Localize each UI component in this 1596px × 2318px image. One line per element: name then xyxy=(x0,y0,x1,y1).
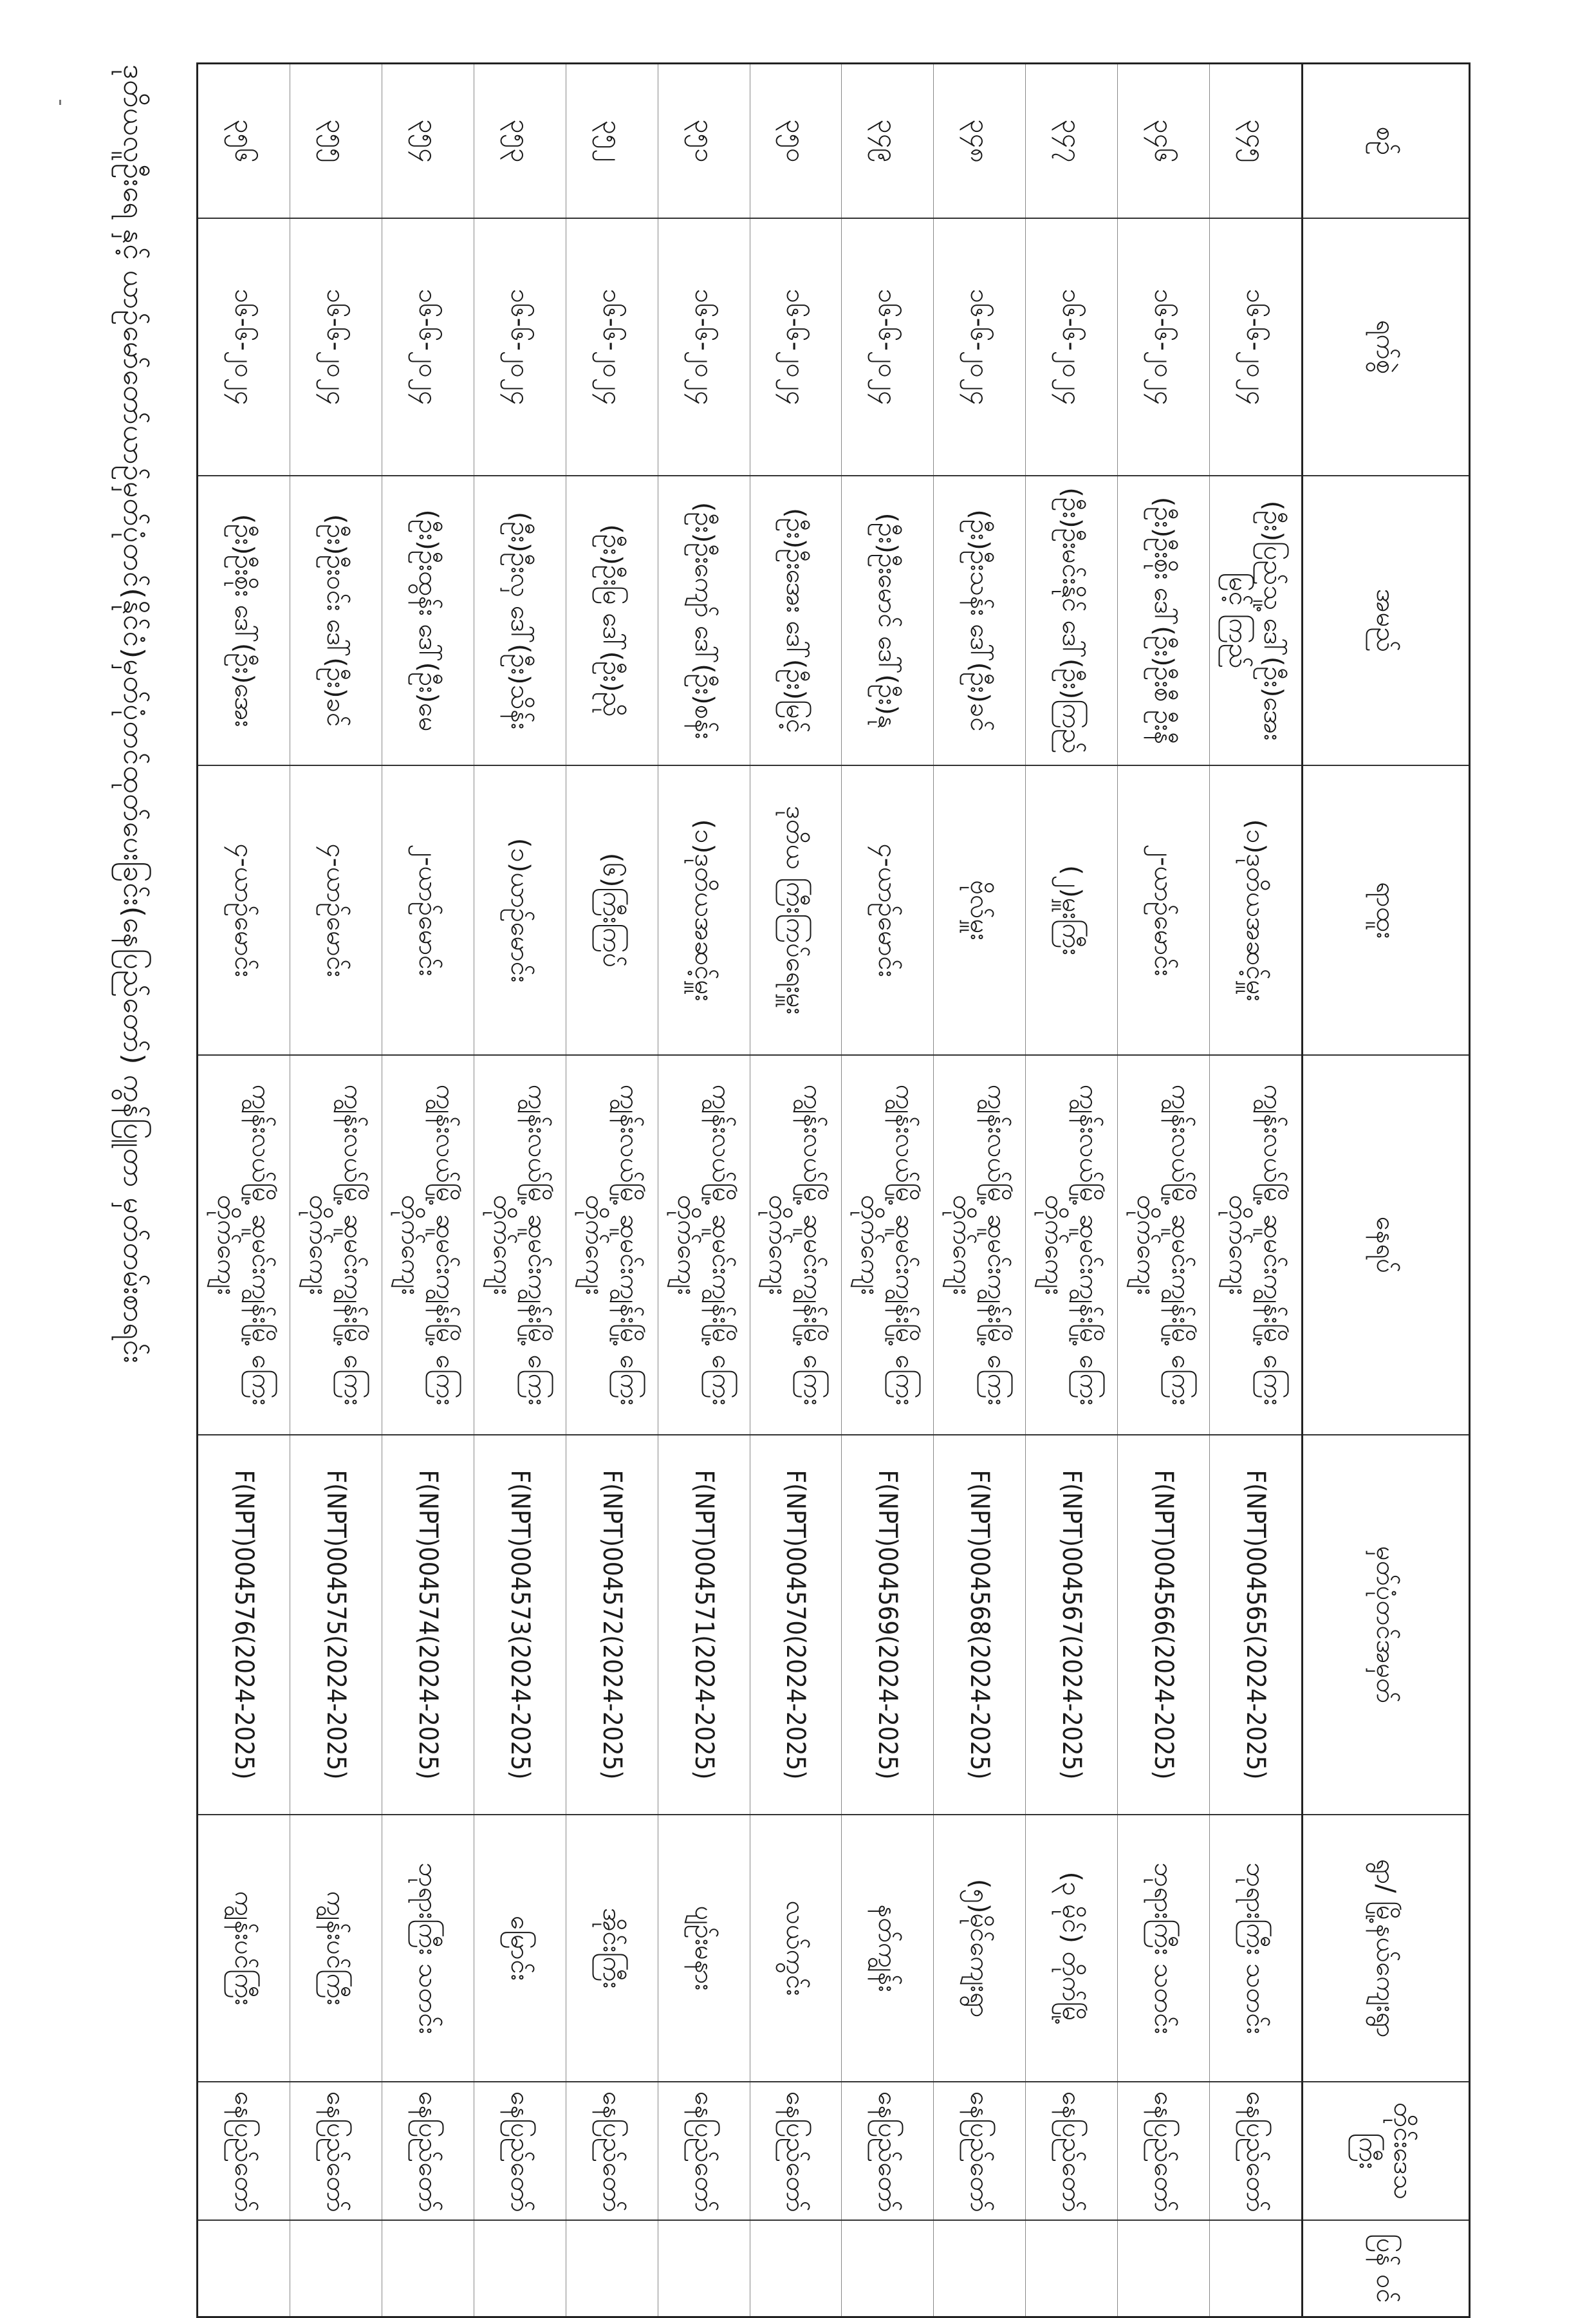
cell-form-no: F(NPT)004574(2024-2025) xyxy=(382,1435,474,1815)
cell-no: ၃၅၆ xyxy=(198,64,290,219)
scan-speck xyxy=(59,100,61,105)
cell-region: နေပြည်တော် xyxy=(750,2082,842,2220)
cell-name: (ဦး)ဦးစိုး ဒေါ်(ဦး)အေး xyxy=(198,476,290,765)
cell-name: (ဦး)ဦးလှ ဒေါ်(ဦး)သိန်း xyxy=(474,476,566,765)
cell-no: ၃၅၅ xyxy=(290,64,382,219)
cell-name: (ဦး)ဦးဝင်း ဒေါ်(ဦး)ခင် xyxy=(290,476,382,765)
table-row xyxy=(290,64,382,2317)
cell-village: မြောင်း xyxy=(474,1815,566,2082)
cell-extra xyxy=(1209,2220,1302,2317)
cell-village: လယ်ကွင်း xyxy=(750,1815,842,2082)
cell-date: ၁၆-၆-၂၀၂၄ xyxy=(1209,218,1302,476)
cell-address: ကျွန်းလယ်မြို့ ဆူမင်းကျွန်းမြို့ ကြေးတိုက်ကျေး xyxy=(474,1055,566,1435)
cell-address: ကျွန်းလယ်မြို့ ဆူမင်းကျွန်းမြို့ ကြေးတိုက်ကျေး xyxy=(290,1055,382,1435)
cell-extra xyxy=(382,2220,474,2317)
header-address: နေရပ် xyxy=(1303,1055,1470,1435)
cell-address: ကျွန်းလယ်မြို့ ဆူမင်းကျွန်းမြို့ ကြေးတိုက်ကျေး xyxy=(934,1055,1026,1435)
table-row xyxy=(566,64,658,2317)
cell-rank: (၂)မှူးကြီး xyxy=(1026,765,1118,1055)
cell-name: (ဦး)ဦးသန်း ဒေါ်(ဦး)ခင် xyxy=(934,476,1026,765)
header-extra: ပြန် ဝင် xyxy=(1303,2220,1470,2317)
cell-region: နေပြည်တော် xyxy=(566,2082,658,2220)
cell-extra xyxy=(1026,2220,1118,2317)
cell-address: ကျွန်းလယ်မြို့ ဆူမင်းကျွန်းမြို့ ကြေးတိုက်ကျေး xyxy=(842,1055,934,1435)
cell-name: (ဦး)ဦးမြ ဒေါ်(ဦး)ညို xyxy=(566,476,658,765)
cell-no: ၃၄၈ xyxy=(934,64,1026,219)
cell-date: ၁၆-၆-၂၀၂၄ xyxy=(1118,218,1210,476)
cell-no: ၃၄၉ xyxy=(842,64,934,219)
header-form-no: မှတ်ပုံတင်အမှတ် xyxy=(1303,1435,1470,1815)
cell-region: နေပြည်တော် xyxy=(1118,2082,1210,2220)
table-row xyxy=(382,64,474,2317)
header-name: အမည် xyxy=(1303,476,1470,765)
cell-village: (၅)မိုင်ကျေးရွာ xyxy=(934,1815,1026,2082)
cell-village: ဘုရားကြီး သတင်း xyxy=(382,1815,474,2082)
header-rank: ရာထူး xyxy=(1303,765,1470,1055)
cell-extra xyxy=(566,2220,658,2317)
cell-extra xyxy=(750,2220,842,2317)
cell-address: ကျွန်းလယ်မြို့ ဆူမင်းကျွန်းမြို့ ကြေးတိုက်ကျေး xyxy=(1118,1055,1210,1435)
cell-name: (ဦး)ဦးစိုး ဒေါ်(ဦး)ဦးစီ ဦးနီ xyxy=(1118,476,1210,765)
cell-form-no: F(NPT)004568(2024-2025) xyxy=(934,1435,1026,1815)
cell-rank: ၄-ယာဉ်မောင်း xyxy=(290,765,382,1055)
cell-village: (၃ မိုင်) တိုက်မြို့ xyxy=(1026,1815,1118,2082)
cell-address: ကျွန်းလယ်မြို့ ဆူမင်းကျွန်းမြို့ ကြေးတိုက်ကျေး xyxy=(750,1055,842,1435)
cell-name: (ဦး)ဦးထွန်း ဒေါ်(ဦး)မေ xyxy=(382,476,474,765)
cell-form-no: F(NPT)004570(2024-2025) xyxy=(750,1435,842,1815)
cell-form-no: F(NPT)004576(2024-2025) xyxy=(198,1435,290,1815)
cell-address: ကျွန်းလယ်မြို့ ဆူမင်းကျွန်းမြို့ ကြေးတိုက်ကျေး xyxy=(198,1055,290,1435)
cell-form-no: F(NPT)004566(2024-2025) xyxy=(1118,1435,1210,1815)
cell-date: ၁၆-၆-၂၀၂၄ xyxy=(1026,218,1118,476)
cell-extra xyxy=(658,2220,750,2317)
cell-rank: (၁)ယာဉ်မောင်း xyxy=(474,765,566,1055)
cell-name: (ဦး)ဦးကျော် ဒေါ်(ဦး)စန်း xyxy=(658,476,750,765)
cell-extra xyxy=(934,2220,1026,2317)
cell-no: ၃၅၀ xyxy=(750,64,842,219)
cell-village: ဘုရားကြီး သတင်း xyxy=(1209,1815,1302,2082)
cell-rank: ဗိုလ်မှူး xyxy=(934,765,1026,1055)
cell-village: နတ်ကျွန်း xyxy=(842,1815,934,2082)
cell-extra xyxy=(474,2220,566,2317)
cell-date: ၁၆-၆-၂၀၂၄ xyxy=(750,218,842,476)
cell-name: (ဦး)ဦးမောင် ဒေါ်(ဦး)နု xyxy=(842,476,934,765)
cell-form-no: F(NPT)004575(2024-2025) xyxy=(290,1435,382,1815)
cell-date: ၁၆-၆-၂၀၂၄ xyxy=(198,218,290,476)
cell-no: ၃၄၇ xyxy=(1026,64,1118,219)
cell-no: ၃၅၂ xyxy=(566,64,658,219)
cell-form-no: F(NPT)004573(2024-2025) xyxy=(474,1435,566,1815)
cell-rank: (၆)ကြီးကြပ် xyxy=(566,765,658,1055)
header-no: စဉ် xyxy=(1303,64,1470,219)
header-date: ရက်စွဲ xyxy=(1303,218,1470,476)
cell-form-no: F(NPT)004569(2024-2025) xyxy=(842,1435,934,1815)
cell-region: နေပြည်တော် xyxy=(658,2082,750,2220)
cell-region: နေပြည်တော် xyxy=(474,2082,566,2220)
table-row xyxy=(1026,64,1118,2317)
cell-date: ၁၆-၆-၂၀၂၄ xyxy=(842,218,934,476)
cell-form-no: F(NPT)004571(2024-2025) xyxy=(658,1435,750,1815)
cell-rank: ၄-ယာဉ်မောင်း xyxy=(842,765,934,1055)
cell-date: ၁၆-၆-၂၀၂၄ xyxy=(566,218,658,476)
table-row xyxy=(750,64,842,2317)
cell-no: ၃၅၄ xyxy=(382,64,474,219)
cell-village: အိုင်းကြီး xyxy=(566,1815,658,2082)
header-village: ရွာ/ မြို့နယ်ကျေးရွာ xyxy=(1303,1815,1470,2082)
register-table xyxy=(196,62,1471,2318)
table-row xyxy=(1118,64,1210,2317)
cell-name: (ဦး)ပြည်သူ့ ဒေါ်(ဦး)အေးမြင့် ကြည် xyxy=(1209,476,1302,765)
cell-address: ကျွန်းလယ်မြို့ ဆူမင်းကျွန်းမြို့ ကြေးတိုက်ကျေး xyxy=(1026,1055,1118,1435)
cell-no: ၃၄၆ xyxy=(1118,64,1210,219)
cell-address: ကျွန်းလယ်မြို့ ဆူမင်းကျွန်းမြို့ ကြေးတိုက်ကျေး xyxy=(658,1055,750,1435)
cell-date: ၁၆-၆-၂၀၂၄ xyxy=(474,218,566,476)
cell-region: နေပြည်တော် xyxy=(1209,2082,1302,2220)
cell-address: ကျွန်းလယ်မြို့ ဆူမင်းကျွန်းမြို့ ကြေးတိုက်ကျေး xyxy=(382,1055,474,1435)
cell-date: ၁၆-၆-၂၀၂၄ xyxy=(934,218,1026,476)
cell-address: ကျွန်းလယ်မြို့ ဆူမင်းကျွန်းမြို့ ကြေးတိုက်ကျေး xyxy=(1209,1055,1302,1435)
cell-rank: ၂-ယာဉ်မောင်း xyxy=(1118,765,1210,1055)
cell-extra xyxy=(198,2220,290,2317)
cell-date: ၁၆-၆-၂၀၂၄ xyxy=(658,218,750,476)
document-title: ဒုတိယလူဦးရေ နှင့် ယာဉ်မော်တော်ယာဉ်မှတ်ပုံတင်(နိုင်ငံ)မှတ်ပုံတင်ထုတ်ပေးခြင်း(နေပြည်တော်) ကွန်ပြူတာ မှတ်တမ်းစာရင်း xyxy=(117,64,150,1364)
cell-no: ၃၄၅ xyxy=(1209,64,1302,219)
cell-form-no: F(NPT)004565(2024-2025) xyxy=(1209,1435,1302,1815)
table-row xyxy=(1209,64,1302,2317)
cell-village: ကျွန်းပင်ကြီး xyxy=(198,1815,290,2082)
cell-region: နေပြည်တော် xyxy=(290,2082,382,2220)
cell-address: ကျွန်းလယ်မြို့ ဆူမင်းကျွန်းမြို့ ကြေးတိုက်ကျေး xyxy=(566,1055,658,1435)
table-row xyxy=(474,64,566,2317)
cell-form-no: F(NPT)004572(2024-2025) xyxy=(566,1435,658,1815)
cell-rank: ၂-ယာဉ်မောင်း xyxy=(382,765,474,1055)
cell-region: နေပြည်တော် xyxy=(934,2082,1026,2220)
cell-extra xyxy=(1118,2220,1210,2317)
cell-region: နေပြည်တော် xyxy=(382,2082,474,2220)
cell-no: ၃၅၃ xyxy=(474,64,566,219)
table-row xyxy=(658,64,750,2317)
cell-extra xyxy=(290,2220,382,2317)
cell-rank: ဒုတိယ ကြီးကြပ်ရေးမှူး xyxy=(750,765,842,1055)
table-header-row xyxy=(1303,64,1470,2317)
table-row xyxy=(198,64,290,2317)
cell-village: ကျွန်းပင်ကြီး xyxy=(290,1815,382,2082)
cell-village: ပျဉ်းမနား xyxy=(658,1815,750,2082)
cell-form-no: F(NPT)004567(2024-2025) xyxy=(1026,1435,1118,1815)
cell-date: ၁၆-၆-၂၀၂၄ xyxy=(382,218,474,476)
header-region: တိုင်းဒေသ ကြီး xyxy=(1303,2082,1470,2220)
cell-name: (ဦး)ဦးအေး ဒေါ်(ဦး)မြင့် xyxy=(750,476,842,765)
cell-rank: (၁)ဒုတိယအဆင့်မှူး xyxy=(1209,765,1302,1055)
table-row xyxy=(934,64,1026,2317)
cell-region: နေပြည်တော် xyxy=(198,2082,290,2220)
cell-extra xyxy=(842,2220,934,2317)
cell-rank: ၄-ယာဉ်မောင်း xyxy=(198,765,290,1055)
cell-rank: (၁)ဒုတိယအဆင့်မှူး xyxy=(658,765,750,1055)
table-row xyxy=(842,64,934,2317)
cell-region: နေပြည်တော် xyxy=(842,2082,934,2220)
cell-village: ဘုရားကြီး သတင်း xyxy=(1118,1815,1210,2082)
cell-no: ၃၅၁ xyxy=(658,64,750,219)
cell-region: နေပြည်တော် xyxy=(1026,2082,1118,2220)
cell-name: (ဦး)ဦးမင်းနိုင် ဒေါ်(ဦး)ကြည် xyxy=(1026,476,1118,765)
cell-date: ၁၆-၆-၂၀၂၄ xyxy=(290,218,382,476)
